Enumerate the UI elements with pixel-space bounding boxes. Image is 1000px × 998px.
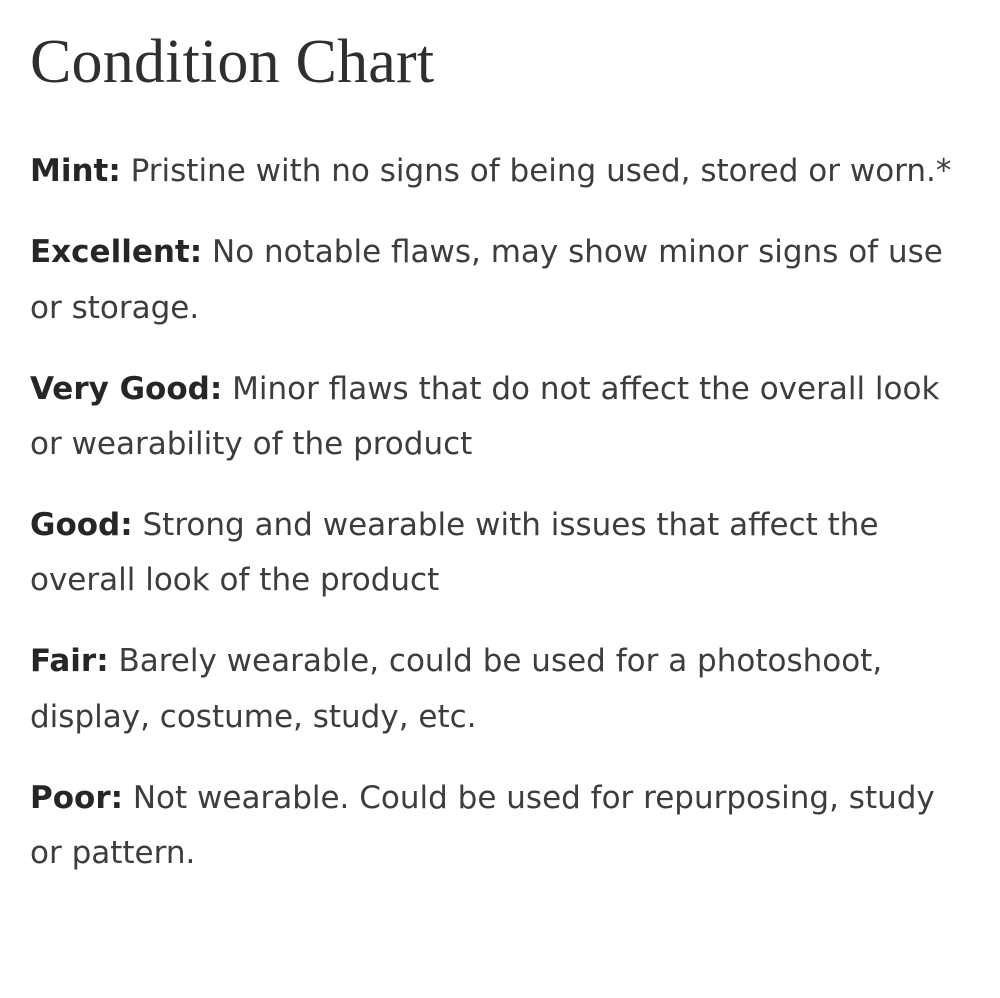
condition-description: Strong and wearable with issues that affect the overall look of the product — [30, 507, 879, 599]
condition-term: Fair: — [30, 643, 109, 680]
page-title: Condition Chart — [30, 28, 435, 96]
condition-description: Minor flaws that do not affect the overall look or wearability of the product — [30, 370, 940, 462]
condition-description: Pristine with no signs of being used, stored or worn.* — [130, 153, 952, 190]
condition-entry-very-good — [30, 362, 970, 472]
condition-term: Good: — [30, 507, 133, 544]
condition-description: Not wearable. Could be used for repurposing, study or pattern. — [30, 779, 935, 871]
condition-description: Barely wearable, could be used for a photoshoot, display, costume, study, etc. — [30, 643, 883, 735]
condition-term: Very Good: — [30, 370, 223, 407]
condition-entry-poor — [30, 771, 970, 881]
condition-entry-mint — [30, 144, 970, 199]
condition-description: No notable flaws, may show minor signs of use or storage. — [30, 234, 943, 326]
condition-term: Excellent: — [30, 234, 203, 271]
condition-term: Poor: — [30, 779, 123, 816]
condition-entry-fair — [30, 634, 970, 744]
condition-entry-good — [30, 498, 970, 608]
condition-term: Mint: — [30, 153, 121, 190]
condition-entry-excellent — [30, 225, 970, 335]
